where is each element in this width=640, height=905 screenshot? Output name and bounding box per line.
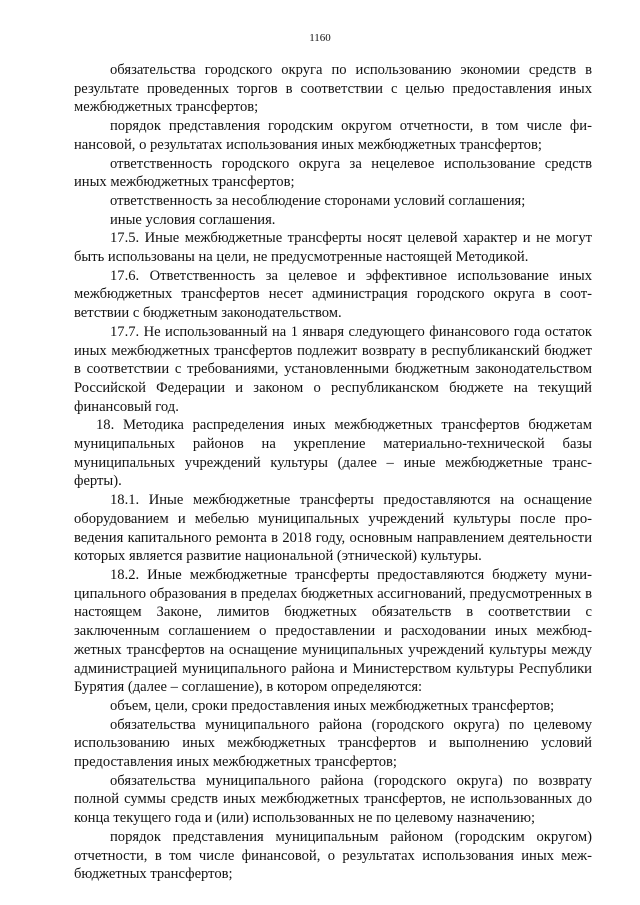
document-body	[74, 61, 592, 884]
paragraph: 18. Методика распределения иных межбюджетных трансфертов бюджетам муниципальных районов на укрепление материально-технической базы муниципальных учреждений культуры (далее – иные межбюджетные трансферты).	[74, 417, 592, 490]
paragraph: объем, цели, сроки предоставления иных межбюджетных трансфертов;	[110, 697, 555, 714]
paragraph: порядок представления городским округом отчетности, в том числе финансовой, о результатах использования иных межбюджетных трансфертов;	[74, 118, 592, 153]
paragraph: обязательства муниципального района (городского округа) по возврату полной суммы средств иных межбюджетных трансфертов, не использованных до конца текущего года и (или) использованных не по целевому назначению;	[74, 772, 592, 827]
paragraph: 17.5. Иные межбюджетные трансферты носят целевой характер и не могут быть использованы на цели, не предусмотренные настоящей Методикой.	[74, 230, 592, 266]
paragraph: иные условия соглашения.	[110, 211, 276, 228]
paragraph: обязательства муниципального района (городского округа) по целевому использованию иных межбюджетных трансфертов и выполнению условий предоставления иных межбюджетных трансфертов;	[74, 716, 592, 771]
paragraph: 17.7. Не использованный на 1 января следующего финансового года остаток иных межбюджетных трансфертов подлежит возврату в республиканский бюджет в соответствии с требованиями, установленными бюджетным законодательством Российской Федерации и законом о республиканском бюджете на текущий финансовый год.	[74, 323, 592, 415]
paragraph: обязательства городского округа по использованию экономии средств в результате проведенных торгов в соответствии с целью предоставления иных межбюджетных трансфертов;	[74, 62, 592, 116]
page-number: 1160	[309, 32, 331, 44]
paragraph: 17.6. Ответственность за целевое и эффективное использование иных межбюджетных трансфертов несет администрация городского округа в соответствии с бюджетным законодательством.	[74, 267, 592, 322]
paragraph: ответственность городского округа за нецелевое использование средств иных межбюджетных трансфертов;	[74, 155, 592, 191]
paragraph: ответственность за несоблюдение сторонами условий соглашения;	[110, 192, 526, 209]
paragraph: 18.1. Иные межбюджетные трансферты предоставляются на оснащение оборудованием и мебелью муниципальных учреждений культуры после проведения капитального ремонта в 2018 году, основным направлением деятельности которых является развитие национальной (этнической) культуры.	[74, 492, 592, 565]
paragraph: 18.2. Иные межбюджетные трансферты предоставляются бюджету муниципального образования в пределах бюджетных ассигнований, предусмотренных в настоящем Законе, лимитов бюджетных обязательств в соответствии с заключенным соглашением о предоставлении и расходовании иных межбюджетных трансфертов на оснащение муниципальных учреждений культуры между администрацией муниципального района и Министерством культуры Республики Бурятия (далее – соглашение), в котором определяются:	[74, 566, 592, 696]
paragraph: порядок представления муниципальным районом (городским округом) отчетности, в том числе финансовой, о результатах использования иных межбюджетных трансфертов;	[74, 828, 592, 883]
